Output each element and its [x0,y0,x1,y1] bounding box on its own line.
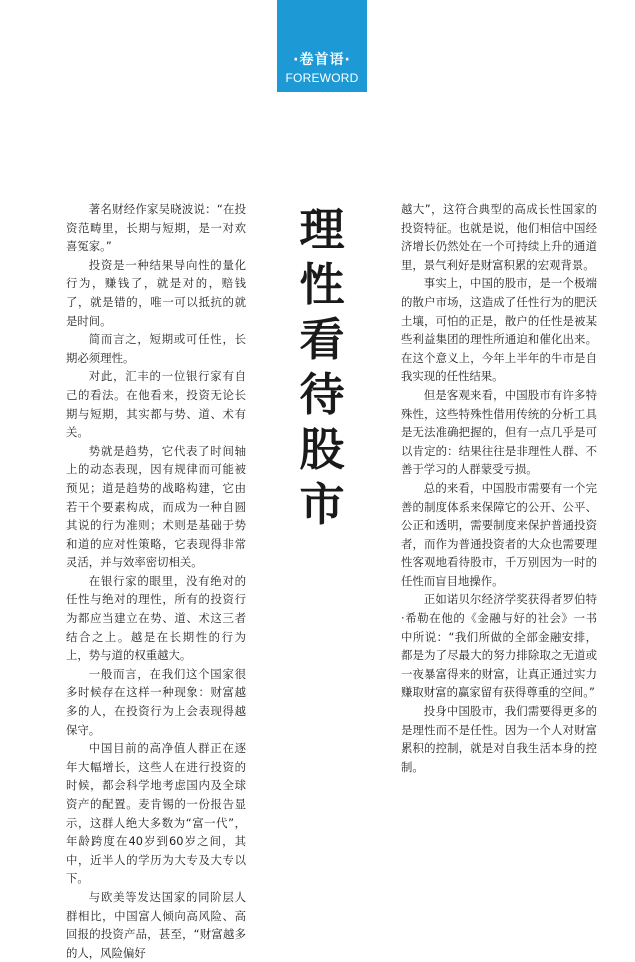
article-title [297,202,347,532]
title-char: 性 [299,258,345,311]
paragraph: 总的来看，中国股市需要有一个完善的制度体系来保障它的公开、公平、公正和透明，需要制度来保护普通投资者，而作为普通投资者的大众也需要理性客观地看待股市，千万别因为一时的任性而盲目地操作。 [401,480,597,588]
paragraph: 但是客观来看，中国股市有许多特殊性，这些特殊性借用传统的分析工具是无法准确把握的，但有一点几乎是可以肯定的：结果往往是非理性人群、不善于学习的人群蒙受亏损。 [401,387,597,477]
paragraph: 在银行家的眼里，没有绝对的任性与绝对的理性，所有的投资行为都应当建立在势、道、术这三者结合之上。越是在长期性的行为上，势与道的权重越大。 [66,573,246,663]
badge-title-cn: ·卷首语· [293,52,351,68]
paragraph: 正如诺贝尔经济学奖获得者罗伯特·希勒在他的《金融与好的社会》一书中所说：“我们所做的全部金融安排，都是为了尽最大的努力排除取之无道或一夜暴富得来的财富，让真正通过实力赚取财富的赢家留有获得尊重的空间。” [401,592,597,700]
title-char: 股 [299,423,345,476]
paragraph-continuation: 越大”，这符合典型的高成长性国家的投资特征。也就是说，他们相信中国经济增长仍然处在一个可持续上升的通道里，景气利好是财富积累的宏观背景。 [401,202,597,272]
paragraph: 一般而言，在我们这个国家很多时候存在这样一种现象：财富越多的人，在投资行为上会表现得越保守。 [66,666,246,737]
title-char: 理 [299,203,345,256]
foreword-badge [277,0,367,92]
paragraph: 中国目前的高净值人群正在逐年大幅增长，这些人在进行投资的时候，都会科学地考虑国内及全球资产的配置。麦肯锡的一份报告显示，这群人绝大多数为“富一代”，年龄跨度在40岁到60岁之间，其中，近半人的学历为大专及大专以下。 [66,741,246,886]
paragraph: 简而言之，短期或可任性，长期必须理性。 [66,332,246,365]
title-char: 看 [299,313,345,366]
badge-title-en: FOREWORD [285,71,359,85]
paragraph: 著名财经作家吴晓波说：“在投资范畴里，长期与短期，是一对欢喜冤家。” [66,202,246,254]
paragraph: 势就是趋势，它代表了时间轴上的动态表现，因有规律而可能被预见；道是趋势的战略构建，它由若干个要素构成，而成为一种自圆其说的行为准则；术则是基础于势和道的应对性策略，它表现得非常灵活，并与效率密切相关。 [66,443,246,570]
left-column [66,200,246,962]
paragraph: 投资是一种结果导向性的量化行为，赚钱了，就是对的，赔钱了，就是错的，唯一可以抵抗的就是时间。 [66,257,246,328]
title-char: 待 [299,368,345,421]
paragraph: 与欧美等发达国家的同阶层人群相比，中国富人倾向高风险、高回报的投资产品，甚至，“财富越多的人，风险偏好 [66,889,246,960]
right-column [401,200,597,776]
paragraph: 投身中国股市，我们需要得更多的是理性而不是任性。因为一个人对财富累积的控制，就是对自我生活本身的控制。 [401,704,597,774]
paragraph: 事实上，中国的股市，是一个极端的散户市场，这造成了任性行为的肥沃土壤，可怕的正是，散户的任性是被某些利益集团的理性所通迫和催化出来。在这个意义上，今年上半年的牛市是自我实现的任性结果。 [401,276,597,384]
paragraph: 对此，汇丰的一位银行家有自己的看法。在他看来，投资无论长期与短期，其实都与势、道、术有关。 [66,369,246,440]
title-char: 市 [299,478,345,531]
